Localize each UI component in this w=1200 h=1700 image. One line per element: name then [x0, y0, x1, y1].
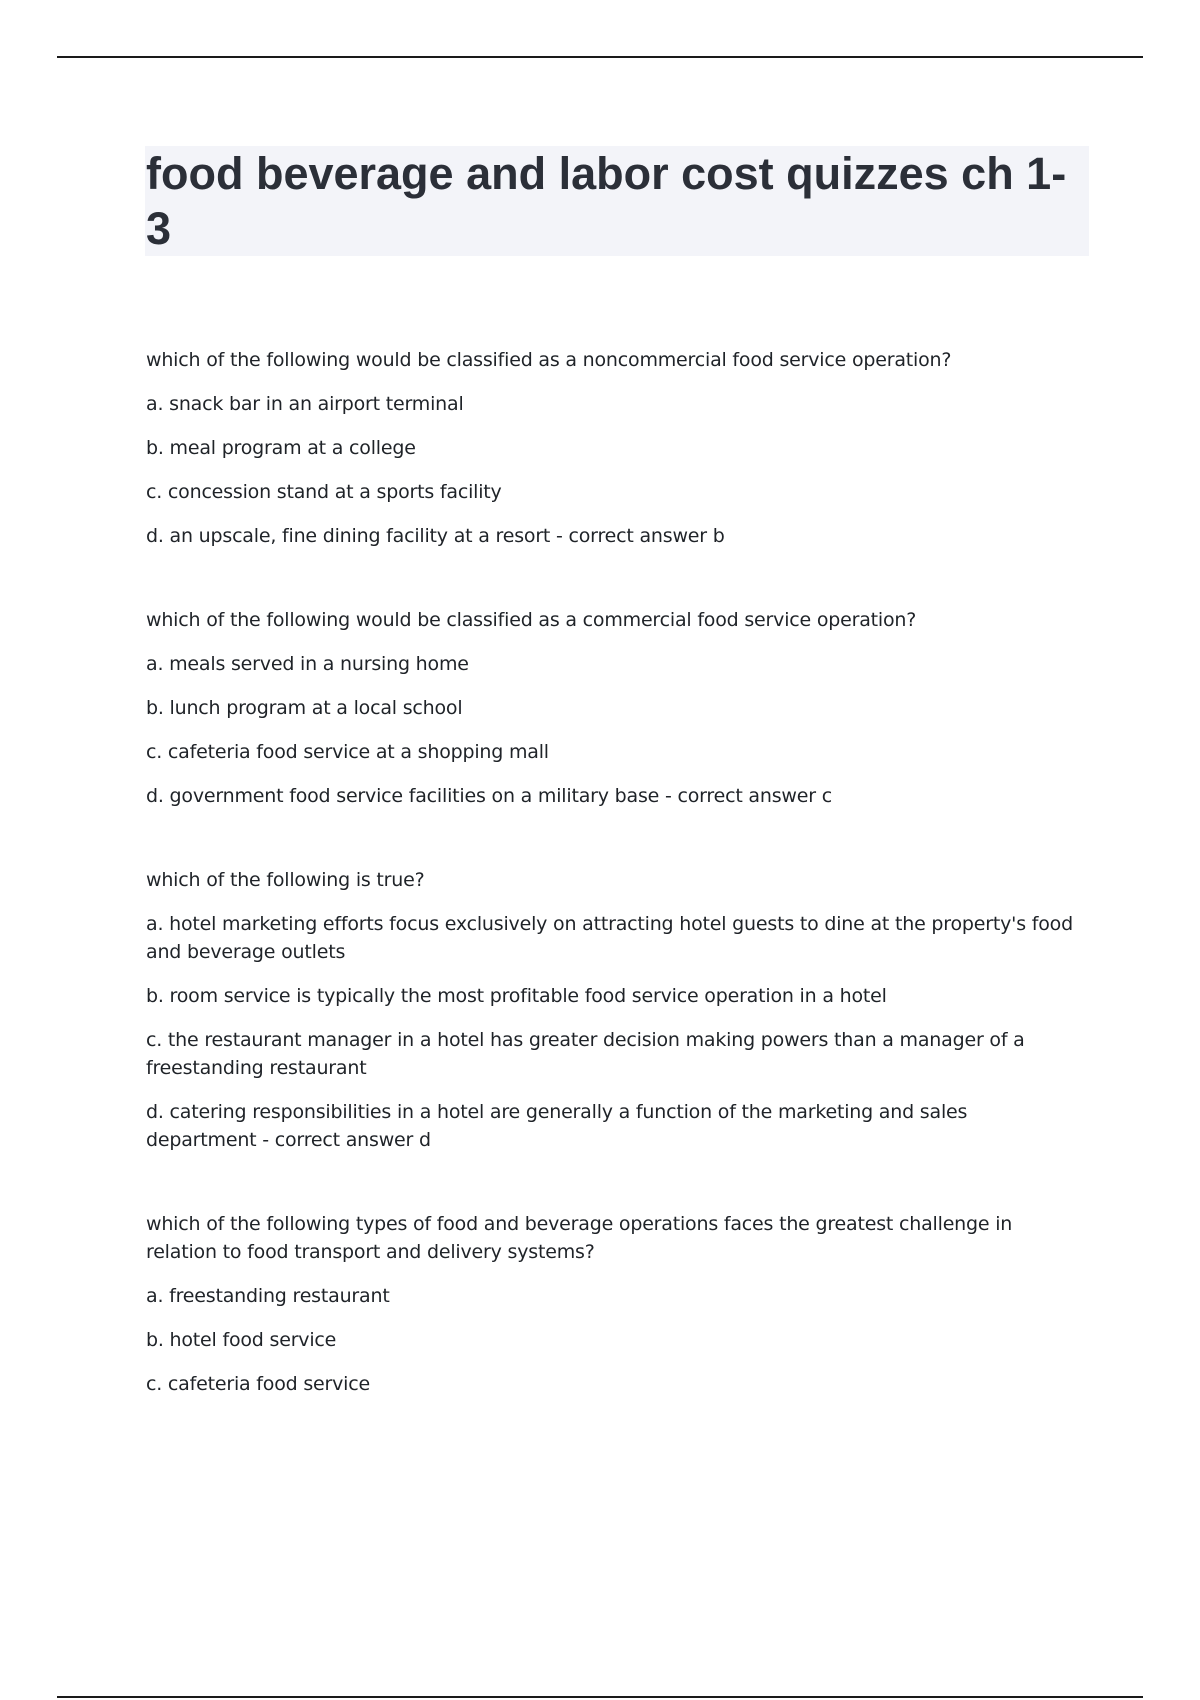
question-block-4 — [146, 1210, 1076, 1398]
answer-option: d. an upscale, fine dining facility at a resort - correct answer b — [146, 525, 725, 547]
answer-option: d. government food service facilities on a military base - correct answer c — [146, 785, 832, 807]
top-rule — [57, 56, 1143, 58]
question-prompt: which of the following is true? — [146, 869, 425, 891]
answer-option: c. cafeteria food service — [146, 1373, 371, 1395]
question-block-3 — [146, 866, 1076, 1154]
quiz-content — [146, 346, 1076, 1454]
answer-option: c. cafeteria food service at a shopping mall — [146, 741, 549, 763]
question-prompt: which of the following types of food and beverage operations faces the greatest challenge in relation to food transport and delivery systems? — [146, 1213, 1013, 1263]
answer-option: a. snack bar in an airport terminal — [146, 393, 464, 415]
answer-option: b. room service is typically the most profitable food service operation in a hotel — [146, 985, 887, 1007]
answer-option: a. hotel marketing efforts focus exclusively on attracting hotel guests to dine at the property's food and beverage outlets — [146, 913, 1073, 963]
question-prompt: which of the following would be classified as a commercial food service operation? — [146, 609, 917, 631]
answer-option: a. freestanding restaurant — [146, 1285, 390, 1307]
answer-option: d. catering responsibilities in a hotel are generally a function of the marketing and sales department - correct answer d — [146, 1101, 968, 1151]
answer-option: b. lunch program at a local school — [146, 697, 463, 719]
bottom-rule — [57, 1696, 1143, 1698]
question-block-2 — [146, 606, 1076, 810]
answer-option: b. hotel food service — [146, 1329, 337, 1351]
answer-option: b. meal program at a college — [146, 437, 416, 459]
answer-option: c. concession stand at a sports facility — [146, 481, 502, 503]
answer-option: a. meals served in a nursing home — [146, 653, 469, 675]
answer-option: c. the restaurant manager in a hotel has greater decision making powers than a manager of a freestanding restaurant — [146, 1029, 1025, 1079]
document-title: food beverage and labor cost quizzes ch 1-3 — [146, 148, 1067, 254]
question-prompt: which of the following would be classified as a noncommercial food service operation? — [146, 349, 952, 371]
question-block-1 — [146, 346, 1076, 550]
